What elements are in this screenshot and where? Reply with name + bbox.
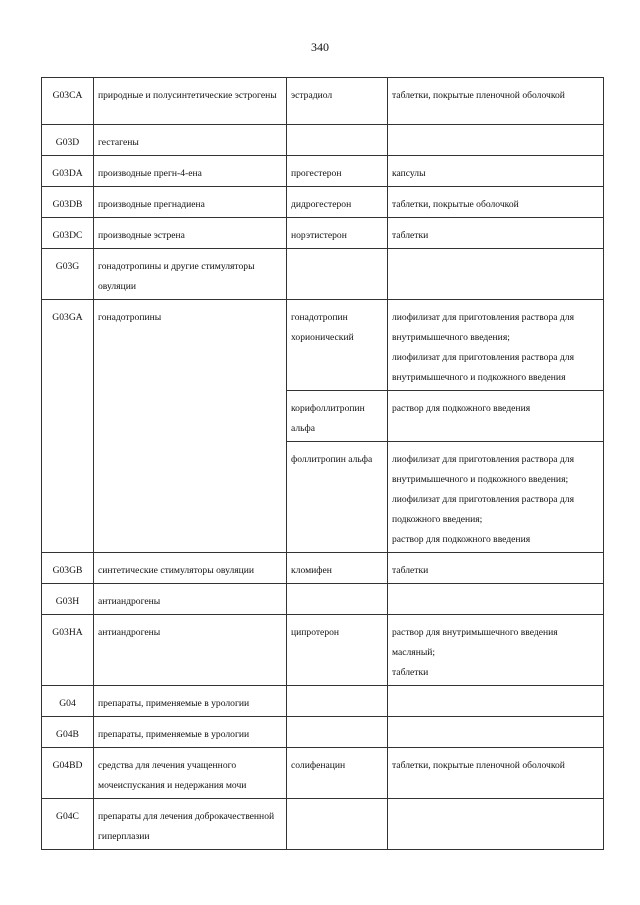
- anatomical-group-cell: гонадотропины: [94, 300, 287, 553]
- dosage-form-cell: [388, 300, 604, 391]
- dosage-form-cell: [388, 717, 604, 748]
- drug-name-cell: норэтистерон: [287, 218, 388, 249]
- atc-code-cell: G03G: [42, 249, 94, 300]
- anatomical-group-cell: гонадотропины и другие стимуляторы овуляции: [94, 249, 287, 300]
- drug-name-cell: эстрадиол: [287, 78, 388, 125]
- drug-name-cell: кломифен: [287, 553, 388, 584]
- dosage-form-cell: [388, 615, 604, 686]
- anatomical-group-cell: препараты, применяемые в урологии: [94, 717, 287, 748]
- dosage-form-line: таблетки, покрытые оболочкой: [392, 199, 519, 210]
- table-row: [42, 156, 604, 187]
- table-row: [42, 78, 604, 125]
- table-row: [42, 249, 604, 300]
- dosage-form-cell: [388, 391, 604, 442]
- atc-code-cell: G03GB: [42, 553, 94, 584]
- anatomical-group-cell: антиандрогены: [94, 615, 287, 686]
- table-row: [42, 748, 604, 799]
- anatomical-group-cell: препараты для лечения доброкачественной гиперплазии: [94, 799, 287, 850]
- drug-name-cell: гонадотропин хорионический: [287, 300, 388, 391]
- dosage-form-cell: [388, 553, 604, 584]
- dosage-form-line: раствор для внутримышечного введения масляный;: [392, 627, 558, 658]
- anatomical-group-cell: препараты, применяемые в урологии: [94, 686, 287, 717]
- anatomical-group-cell: производные прегнадиена: [94, 187, 287, 218]
- dosage-form-cell: [388, 584, 604, 615]
- table-row: [42, 300, 604, 391]
- table-row: [42, 615, 604, 686]
- dosage-form-line: лиофилизат для приготовления раствора для подкожного введения;: [392, 494, 574, 525]
- anatomical-group-cell: средства для лечения учащенного мочеиспускания и недержания мочи: [94, 748, 287, 799]
- atc-code-cell: G03H: [42, 584, 94, 615]
- dosage-form-cell: [388, 686, 604, 717]
- atc-code-cell: G03D: [42, 125, 94, 156]
- atc-code-cell: G03GA: [42, 300, 94, 553]
- drug-name-cell: [287, 584, 388, 615]
- dosage-form-line: таблетки: [392, 667, 429, 678]
- table-row: [42, 218, 604, 249]
- anatomical-group-cell: синтетические стимуляторы овуляции: [94, 553, 287, 584]
- table-row: [42, 125, 604, 156]
- dosage-form-cell: [388, 156, 604, 187]
- atc-code-cell: G04B: [42, 717, 94, 748]
- table-row: [42, 717, 604, 748]
- dosage-form-line: капсулы: [392, 168, 426, 179]
- dosage-form-line: лиофилизат для приготовления раствора для внутримышечного введения;: [392, 312, 574, 343]
- table-row: [42, 584, 604, 615]
- dosage-form-line: таблетки: [392, 230, 429, 241]
- drug-name-cell: корифоллитропин альфа: [287, 391, 388, 442]
- dosage-form-cell: [388, 799, 604, 850]
- page-number: 340: [311, 40, 329, 54]
- drug-name-cell: фоллитропин альфа: [287, 442, 388, 553]
- atc-code-cell: G03HA: [42, 615, 94, 686]
- drug-name-cell: солифенацин: [287, 748, 388, 799]
- anatomical-group-cell: производные эстрена: [94, 218, 287, 249]
- drug-name-cell: дидрогестерон: [287, 187, 388, 218]
- anatomical-group-cell: антиандрогены: [94, 584, 287, 615]
- drug-name-cell: [287, 799, 388, 850]
- dosage-form-cell: [388, 748, 604, 799]
- anatomical-group-cell: гестагены: [94, 125, 287, 156]
- atc-code-cell: G04BD: [42, 748, 94, 799]
- table-row: [42, 187, 604, 218]
- drug-name-cell: прогестерон: [287, 156, 388, 187]
- atc-code-cell: G03DA: [42, 156, 94, 187]
- drug-name-cell: [287, 249, 388, 300]
- atc-code-cell: G03DB: [42, 187, 94, 218]
- drug-name-cell: [287, 125, 388, 156]
- dosage-form-cell: [388, 249, 604, 300]
- atc-code-cell: G04: [42, 686, 94, 717]
- dosage-form-line: лиофилизат для приготовления раствора для внутримышечного и подкожного введения;: [392, 454, 574, 485]
- dosage-form-line: раствор для подкожного введения: [392, 403, 531, 414]
- drug-name-cell: [287, 686, 388, 717]
- dosage-form-cell: [388, 187, 604, 218]
- dosage-form-cell: [388, 218, 604, 249]
- drug-table: [41, 77, 604, 850]
- table-row: [42, 553, 604, 584]
- dosage-form-cell: [388, 125, 604, 156]
- dosage-form-cell: [388, 78, 604, 125]
- anatomical-group-cell: производные прегн-4-ена: [94, 156, 287, 187]
- atc-code-cell: G04C: [42, 799, 94, 850]
- table-body: [42, 78, 604, 850]
- drug-name-cell: [287, 717, 388, 748]
- table-row: [42, 686, 604, 717]
- dosage-form-line: таблетки, покрытые пленочной оболочкой: [392, 90, 565, 101]
- anatomical-group-cell: природные и полусинтетические эстрогены: [94, 78, 287, 125]
- atc-code-cell: G03DC: [42, 218, 94, 249]
- drug-name-cell: ципротерон: [287, 615, 388, 686]
- dosage-form-line: раствор для подкожного введения: [392, 534, 531, 545]
- dosage-form-line: таблетки: [392, 565, 429, 576]
- atc-code-cell: G03CA: [42, 78, 94, 125]
- dosage-form-line: лиофилизат для приготовления раствора для внутримышечного и подкожного введения: [392, 352, 574, 383]
- dosage-form-cell: [388, 442, 604, 553]
- table-row: [42, 799, 604, 850]
- dosage-form-line: таблетки, покрытые пленочной оболочкой: [392, 760, 565, 771]
